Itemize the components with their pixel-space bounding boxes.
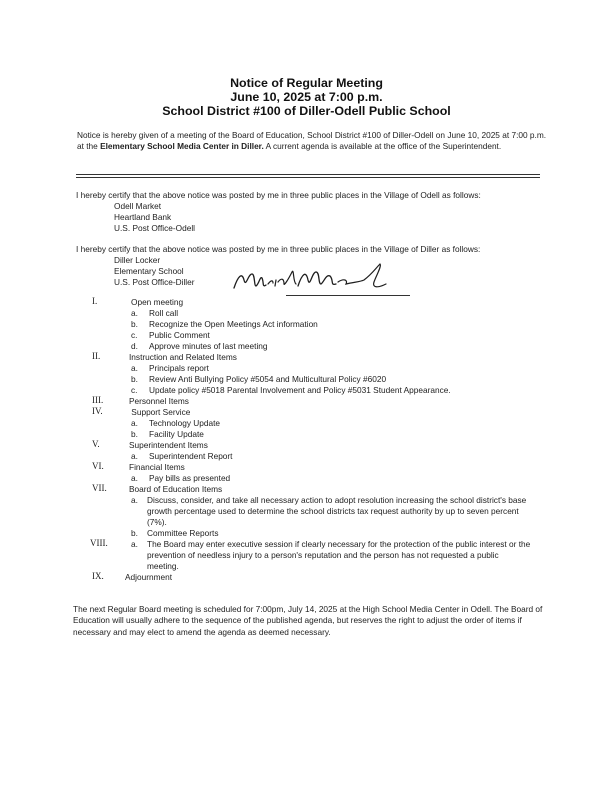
signature [226,258,416,300]
agenda-number: IX. [92,571,104,581]
notice-location: Elementary School Media Center in Diller. [100,141,264,151]
agenda-subitem-letter: a. [131,473,138,483]
posting-place: Diller Locker [114,255,161,265]
agenda-number: III. [92,395,104,405]
posting-place: U.S. Post Office-Diller [114,277,195,287]
agenda-subitem: Superintendent Report [149,451,233,461]
certification-odell: I hereby certify that the above notice was posted by me in three public places in the Village of Odell as follows: [76,190,481,200]
agenda-item-title: Personnel Items [129,396,189,406]
agenda-item-title: Adjournment [125,572,173,582]
agenda-subitem-letter: c. [131,330,138,340]
agenda-subitem-letter: a. [131,539,138,549]
agenda-number: VI. [92,461,104,471]
agenda-subitem-letter: b. [131,528,138,538]
agenda-item-title: Financial Items [129,462,185,472]
agenda-item-title: Superintendent Items [129,440,208,450]
agenda-subitem-letter: a. [131,308,138,318]
signature-line [286,295,410,296]
agenda-subitem: Principals report [149,363,209,373]
agenda-subitem: Roll call [149,308,179,318]
agenda-number: VII. [92,483,107,493]
page-title: Notice of Regular Meeting [230,76,383,90]
notice-text: Notice is hereby given of a meeting of the Board of Education, School District #100 of Diller-Odell on June 10, 2025 at 7:00 p.m. at the [77,130,547,151]
agenda-item-title: Instruction and Related Items [129,352,237,362]
agenda-subitem-letter: b. [131,374,138,384]
agenda-subitem: Committee Reports [147,528,219,538]
agenda-subitem: Public Comment [149,330,210,340]
posting-place: Odell Market [114,201,162,211]
posting-place: Heartland Bank [114,212,172,222]
agenda-subitem: Approve minutes of last meeting [149,341,268,351]
agenda-subitem: Review Anti Bullying Policy #5054 and Multicultural Policy #6020 [149,374,387,384]
posting-place: Elementary School [114,266,184,276]
next-meeting-paragraph: The next Regular Board meeting is scheduled for 7:00pm, July 14, 2025 at the High School Media Center in Odell. The Board of Education will usually adhere to the sequence of the published agenda, but reserves the right to adjust the order of items if necessary and may elect to amend the agenda as deemed necessary. [73,604,543,637]
school-district-name: School District #100 of Diller-Odell Public School [162,104,451,118]
agenda-number: IV. [92,406,103,416]
agenda-number: VIII. [90,538,108,548]
agenda-subitem-letter: c. [131,385,138,395]
notice-agenda-availability: A current agenda is available at the office of the Superintendent. [263,141,502,151]
divider-rule [76,174,540,175]
agenda-number: V. [92,439,100,449]
agenda-subitem-letter: b. [131,429,138,439]
agenda-subitem: Pay bills as presented [149,473,231,483]
agenda-subitem: Recognize the Open Meetings Act information [149,319,318,329]
agenda-subitem-letter: b. [131,319,138,329]
agenda-subitem-letter: d. [131,341,138,351]
agenda-item-title: Support Service [129,407,191,417]
agenda-subitem-letter: a. [131,495,138,505]
agenda-subitem-letter: a. [131,418,138,428]
agenda-subitem: Discuss, consider, and take all necessary action to adopt resolution increasing the school district's base growth percentage used to determine the school districts tax request authority by up to seven percent (7%). [147,495,527,527]
agenda-subitem: Facility Update [149,429,204,439]
meeting-datetime: June 10, 2025 at 7:00 p.m. [230,90,383,104]
posting-place: U.S. Post Office-Odell [114,223,195,233]
agenda-number: I. [92,296,98,306]
agenda-item-title: Board of Education Items [129,484,223,494]
agenda-subitem: The Board may enter executive session if clearly necessary for the protection of the public interest or the prevention of needless injury to a person's reputation and the person has not requested a public meeting. [147,539,531,571]
divider-rule [76,177,540,178]
agenda-subitem: Update policy #5018 Parental Involvement and Policy #5031 Student Appearance. [149,385,451,395]
agenda-subitem-letter: a. [131,451,138,461]
notice-paragraph [77,130,547,152]
agenda-subitem: Technology Update [149,418,221,428]
certification-diller: I hereby certify that the above notice was posted by me in three public places in the Village of Diller as follows: [76,244,481,254]
agenda-number: II. [92,351,101,361]
agenda-item-title: Open meeting [131,297,184,307]
agenda-subitem-letter: a. [131,363,138,373]
